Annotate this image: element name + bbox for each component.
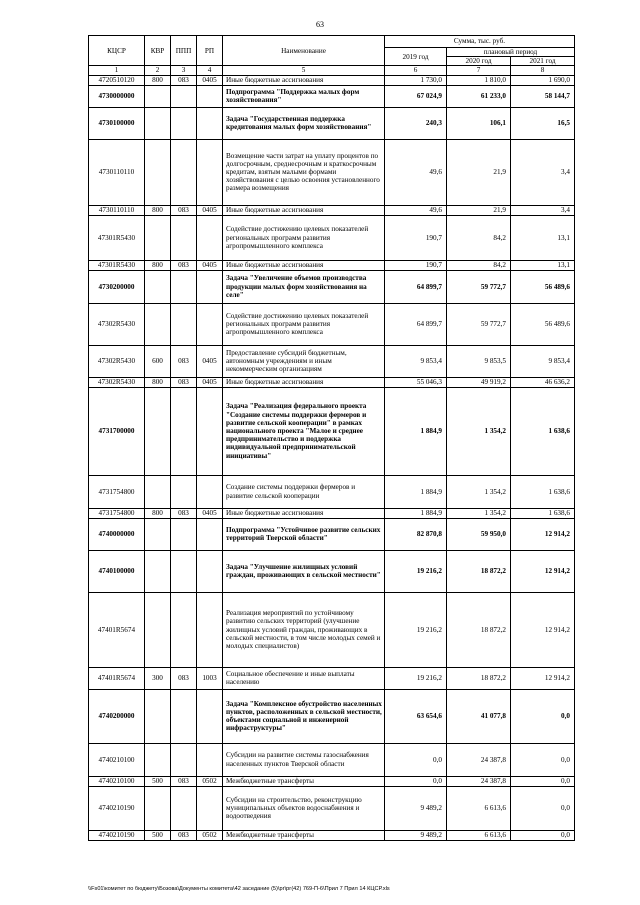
cell-2020: 1 354,2 bbox=[447, 387, 511, 475]
cell-kcsr: 4730200000 bbox=[89, 270, 145, 303]
table-row bbox=[89, 508, 575, 518]
cell-rp: 0502 bbox=[197, 776, 223, 786]
cell-rp: 0405 bbox=[197, 345, 223, 377]
cell-2020: 21,9 bbox=[447, 205, 511, 215]
cell-name: Содействие достижению целевых показателей региональных программ развития агропромышленного комплекса bbox=[223, 215, 385, 260]
cell-rp bbox=[197, 550, 223, 592]
cell-kcsr: 4730110110 bbox=[89, 139, 145, 205]
cell-2020: 1 810,0 bbox=[447, 75, 511, 85]
cell-2020: 59 950,0 bbox=[447, 518, 511, 550]
cell-kvr bbox=[145, 475, 171, 508]
cell-ppp bbox=[171, 475, 197, 508]
cell-2021: 0,0 bbox=[511, 786, 575, 830]
cell-2021: 56 489,6 bbox=[511, 303, 575, 345]
cell-2020: 84,2 bbox=[447, 215, 511, 260]
cell-kcsr: 47401R5674 bbox=[89, 592, 145, 667]
cell-kvr: 500 bbox=[145, 830, 171, 840]
cell-2019: 190,7 bbox=[385, 215, 447, 260]
cell-rp: 0502 bbox=[197, 830, 223, 840]
cell-rp: 0405 bbox=[197, 75, 223, 85]
cell-2019: 9 489,2 bbox=[385, 786, 447, 830]
cell-2019: 190,7 bbox=[385, 260, 447, 270]
page-number: 63 bbox=[316, 20, 324, 29]
cell-rp bbox=[197, 107, 223, 139]
cell-kvr: 600 bbox=[145, 345, 171, 377]
table-row bbox=[89, 387, 575, 475]
table-row bbox=[89, 667, 575, 689]
header-name: Наименование bbox=[223, 36, 385, 66]
header-num: 3 bbox=[171, 66, 197, 75]
cell-2020: 61 233,0 bbox=[447, 85, 511, 107]
cell-2019: 0,0 bbox=[385, 776, 447, 786]
cell-2019: 0,0 bbox=[385, 743, 447, 776]
cell-kcsr: 4740100000 bbox=[89, 550, 145, 592]
cell-rp bbox=[197, 743, 223, 776]
cell-2020: 24 387,8 bbox=[447, 776, 511, 786]
cell-kvr bbox=[145, 387, 171, 475]
cell-name: Иные бюджетные ассигнования bbox=[223, 377, 385, 387]
cell-kcsr: 4730000000 bbox=[89, 85, 145, 107]
cell-kvr: 800 bbox=[145, 205, 171, 215]
cell-ppp: 083 bbox=[171, 776, 197, 786]
cell-2019: 64 899,7 bbox=[385, 303, 447, 345]
budget-table bbox=[88, 35, 575, 841]
header-ppp: ППП bbox=[171, 36, 197, 66]
cell-2020: 59 772,7 bbox=[447, 270, 511, 303]
cell-2021: 0,0 bbox=[511, 776, 575, 786]
cell-rp: 0405 bbox=[197, 508, 223, 518]
table-row bbox=[89, 377, 575, 387]
cell-name: Задача "Реализация федерального проекта "Создание системы поддержки фермеров и развитие сельской кооперации" в рамках национального проекта "Малое и среднее предпринимательство и поддержка индивидуальной предпринимательской инициативы" bbox=[223, 387, 385, 475]
cell-kvr: 500 bbox=[145, 776, 171, 786]
cell-2020: 24 387,8 bbox=[447, 743, 511, 776]
table-row bbox=[89, 85, 575, 107]
cell-2021: 12 914,2 bbox=[511, 518, 575, 550]
table-row bbox=[89, 270, 575, 303]
cell-name: Субсидии на строительство, реконструкцию муниципальных объектов водоснабжения и водоотведения bbox=[223, 786, 385, 830]
cell-2019: 19 216,2 bbox=[385, 592, 447, 667]
cell-2020: 18 872,2 bbox=[447, 592, 511, 667]
cell-kcsr: 4731754800 bbox=[89, 508, 145, 518]
header-num: 5 bbox=[223, 66, 385, 75]
cell-2020: 84,2 bbox=[447, 260, 511, 270]
cell-kvr bbox=[145, 786, 171, 830]
cell-kvr: 800 bbox=[145, 75, 171, 85]
cell-name: Подпрограмма "Устойчивое развитие сельских территорий Тверской области" bbox=[223, 518, 385, 550]
cell-kcsr: 4720510120 bbox=[89, 75, 145, 85]
cell-2019: 240,3 bbox=[385, 107, 447, 139]
cell-kvr bbox=[145, 139, 171, 205]
cell-rp bbox=[197, 270, 223, 303]
cell-kvr bbox=[145, 550, 171, 592]
cell-2019: 19 216,2 bbox=[385, 667, 447, 689]
cell-rp bbox=[197, 475, 223, 508]
cell-2020: 1 354,2 bbox=[447, 508, 511, 518]
cell-2019: 64 899,7 bbox=[385, 270, 447, 303]
cell-kcsr: 47301R5430 bbox=[89, 260, 145, 270]
cell-2020: 18 872,2 bbox=[447, 550, 511, 592]
cell-name: Межбюджетные трансферты bbox=[223, 776, 385, 786]
cell-ppp bbox=[171, 518, 197, 550]
cell-2021: 12 914,2 bbox=[511, 550, 575, 592]
cell-ppp: 083 bbox=[171, 667, 197, 689]
cell-kvr: 300 bbox=[145, 667, 171, 689]
cell-2021: 0,0 bbox=[511, 689, 575, 743]
cell-kvr: 800 bbox=[145, 377, 171, 387]
cell-2021: 16,5 bbox=[511, 107, 575, 139]
cell-name: Иные бюджетные ассигнования bbox=[223, 508, 385, 518]
cell-name: Создание системы поддержки фермеров и развитие сельской кооперации bbox=[223, 475, 385, 508]
cell-ppp: 083 bbox=[171, 260, 197, 270]
header-rp: РП bbox=[197, 36, 223, 66]
cell-name: Задача "Увеличение объемов производства продукции малых форм хозяйствования на селе" bbox=[223, 270, 385, 303]
cell-2019: 49,6 bbox=[385, 139, 447, 205]
cell-name: Подпрограмма "Поддержка малых форм хозяйствования" bbox=[223, 85, 385, 107]
cell-rp: 0405 bbox=[197, 260, 223, 270]
cell-ppp bbox=[171, 215, 197, 260]
cell-2019: 1 730,0 bbox=[385, 75, 447, 85]
cell-2020: 21,9 bbox=[447, 139, 511, 205]
cell-2019: 1 884,9 bbox=[385, 387, 447, 475]
cell-kcsr: 47302R5430 bbox=[89, 303, 145, 345]
cell-kcsr: 4740210100 bbox=[89, 776, 145, 786]
cell-kcsr: 4740210190 bbox=[89, 830, 145, 840]
cell-rp bbox=[197, 592, 223, 667]
cell-ppp bbox=[171, 786, 197, 830]
table-row bbox=[89, 592, 575, 667]
table-row bbox=[89, 205, 575, 215]
cell-rp bbox=[197, 689, 223, 743]
header-planned: плановый период bbox=[447, 48, 575, 57]
cell-kvr bbox=[145, 270, 171, 303]
table-row bbox=[89, 786, 575, 830]
cell-kcsr: 47301R5430 bbox=[89, 215, 145, 260]
cell-name: Предоставление субсидий бюджетным, автономным учреждениям и иным некоммерческим организациям bbox=[223, 345, 385, 377]
table-row bbox=[89, 260, 575, 270]
cell-ppp: 083 bbox=[171, 830, 197, 840]
cell-rp bbox=[197, 139, 223, 205]
cell-kvr bbox=[145, 518, 171, 550]
cell-ppp bbox=[171, 107, 197, 139]
header-num: 6 bbox=[385, 66, 447, 75]
cell-name: Реализация мероприятий по устойчивому развитию сельских территорий (улучшение жилищных условий граждан, проживающих в сельской местности, в том числе молодых семей и молодых специалистов) bbox=[223, 592, 385, 667]
table-row bbox=[89, 689, 575, 743]
cell-ppp bbox=[171, 743, 197, 776]
cell-name: Иные бюджетные ассигнования bbox=[223, 75, 385, 85]
table-row bbox=[89, 776, 575, 786]
table-row bbox=[89, 743, 575, 776]
cell-name: Задача "Улучшение жилищных условий граждан, проживающих в сельской местности" bbox=[223, 550, 385, 592]
header-kvr: КВР bbox=[145, 36, 171, 66]
cell-rp: 0405 bbox=[197, 205, 223, 215]
cell-kvr bbox=[145, 215, 171, 260]
file-path-footer: \\Fs01\комитет по бюджету\Бозова\Документы комитета\42 заседание (5)\рг\рг(42) 769-П-6\Прил 7 Прил 14 КЦСР.xls bbox=[88, 886, 390, 892]
table-row bbox=[89, 345, 575, 377]
cell-2021: 13,1 bbox=[511, 260, 575, 270]
cell-ppp bbox=[171, 270, 197, 303]
cell-2021: 1 690,0 bbox=[511, 75, 575, 85]
header-num: 8 bbox=[511, 66, 575, 75]
cell-2019: 67 024,9 bbox=[385, 85, 447, 107]
cell-2019: 82 870,8 bbox=[385, 518, 447, 550]
cell-name: Иные бюджетные ассигнования bbox=[223, 260, 385, 270]
cell-kvr bbox=[145, 592, 171, 667]
cell-name: Социальное обеспечение и иные выплаты населению bbox=[223, 667, 385, 689]
cell-ppp bbox=[171, 387, 197, 475]
cell-ppp: 083 bbox=[171, 75, 197, 85]
cell-2019: 1 884,9 bbox=[385, 475, 447, 508]
cell-2021: 3,4 bbox=[511, 139, 575, 205]
cell-name: Субсидии на развитие системы газоснабжения населенных пунктов Тверской области bbox=[223, 743, 385, 776]
header-sum: Сумма, тыс. руб. bbox=[385, 36, 575, 48]
table-row bbox=[89, 107, 575, 139]
cell-ppp: 083 bbox=[171, 345, 197, 377]
cell-ppp bbox=[171, 303, 197, 345]
table-row bbox=[89, 215, 575, 260]
cell-2020: 41 077,8 bbox=[447, 689, 511, 743]
cell-2021: 12 914,2 bbox=[511, 592, 575, 667]
cell-2021: 1 638,6 bbox=[511, 508, 575, 518]
cell-ppp: 083 bbox=[171, 377, 197, 387]
cell-2020: 1 354,2 bbox=[447, 475, 511, 508]
cell-rp bbox=[197, 215, 223, 260]
cell-2021: 1 638,6 bbox=[511, 475, 575, 508]
cell-rp bbox=[197, 387, 223, 475]
cell-ppp bbox=[171, 85, 197, 107]
cell-2019: 9 489,2 bbox=[385, 830, 447, 840]
cell-2021: 0,0 bbox=[511, 743, 575, 776]
cell-2021: 56 489,6 bbox=[511, 270, 575, 303]
cell-kcsr: 47302R5430 bbox=[89, 377, 145, 387]
cell-name: Задача "Государственная поддержка кредитования малых форм хозяйствования" bbox=[223, 107, 385, 139]
cell-kcsr: 4730100000 bbox=[89, 107, 145, 139]
cell-rp bbox=[197, 518, 223, 550]
header-2019: 2019 год bbox=[385, 48, 447, 66]
cell-2019: 55 046,3 bbox=[385, 377, 447, 387]
cell-kvr bbox=[145, 303, 171, 345]
cell-name: Содействие достижению целевых показателей региональных программ развития агропромышленного комплекса bbox=[223, 303, 385, 345]
cell-name: Задача "Комплексное обустройство населенных пунктов, расположенных в сельской местности, объектами социальной и инженерной инфраструктуры" bbox=[223, 689, 385, 743]
cell-rp: 0405 bbox=[197, 377, 223, 387]
cell-kvr bbox=[145, 689, 171, 743]
table-row bbox=[89, 139, 575, 205]
cell-2019: 63 654,6 bbox=[385, 689, 447, 743]
header-num: 4 bbox=[197, 66, 223, 75]
cell-2021: 58 144,7 bbox=[511, 85, 575, 107]
cell-kcsr: 47302R5430 bbox=[89, 345, 145, 377]
cell-2020: 9 853,5 bbox=[447, 345, 511, 377]
cell-kcsr: 4731700000 bbox=[89, 387, 145, 475]
cell-2021: 12 914,2 bbox=[511, 667, 575, 689]
cell-2020: 106,1 bbox=[447, 107, 511, 139]
cell-ppp bbox=[171, 139, 197, 205]
cell-2020: 18 872,2 bbox=[447, 667, 511, 689]
cell-kvr bbox=[145, 107, 171, 139]
cell-kcsr: 47401R5674 bbox=[89, 667, 145, 689]
table-row bbox=[89, 550, 575, 592]
cell-kvr bbox=[145, 85, 171, 107]
cell-2020: 49 919,2 bbox=[447, 377, 511, 387]
cell-kcsr: 4740200000 bbox=[89, 689, 145, 743]
header-2021: 2021 год bbox=[511, 57, 575, 66]
cell-name: Возмещение части затрат на уплату процентов по долгосрочным, среднесрочным и краткосрочным кредитам, взятым малыми формами хозяйствования с целью освоения установленного размера возмещения bbox=[223, 139, 385, 205]
cell-ppp: 083 bbox=[171, 205, 197, 215]
cell-2019: 1 884,9 bbox=[385, 508, 447, 518]
header-2020: 2020 год bbox=[447, 57, 511, 66]
cell-ppp bbox=[171, 689, 197, 743]
cell-rp bbox=[197, 85, 223, 107]
cell-kvr: 800 bbox=[145, 508, 171, 518]
cell-2020: 59 772,7 bbox=[447, 303, 511, 345]
cell-2020: 6 613,6 bbox=[447, 786, 511, 830]
cell-2019: 19 216,2 bbox=[385, 550, 447, 592]
cell-kcsr: 4740210100 bbox=[89, 743, 145, 776]
cell-2021: 0,0 bbox=[511, 830, 575, 840]
cell-2021: 1 638,6 bbox=[511, 387, 575, 475]
cell-kcsr: 4740000000 bbox=[89, 518, 145, 550]
header-num: 1 bbox=[89, 66, 145, 75]
table-row bbox=[89, 303, 575, 345]
table-row bbox=[89, 518, 575, 550]
cell-kcsr: 4740210190 bbox=[89, 786, 145, 830]
header-numbers-row bbox=[89, 66, 575, 75]
cell-rp bbox=[197, 303, 223, 345]
table-row bbox=[89, 475, 575, 508]
cell-ppp bbox=[171, 550, 197, 592]
cell-2020: 6 613,6 bbox=[447, 830, 511, 840]
cell-ppp bbox=[171, 592, 197, 667]
cell-name: Межбюджетные трансферты bbox=[223, 830, 385, 840]
cell-2021: 13,1 bbox=[511, 215, 575, 260]
cell-2021: 46 636,2 bbox=[511, 377, 575, 387]
header-num: 2 bbox=[145, 66, 171, 75]
cell-name: Иные бюджетные ассигнования bbox=[223, 205, 385, 215]
cell-rp: 1003 bbox=[197, 667, 223, 689]
table-row bbox=[89, 830, 575, 840]
cell-kvr: 800 bbox=[145, 260, 171, 270]
cell-kvr bbox=[145, 743, 171, 776]
cell-2021: 9 853,4 bbox=[511, 345, 575, 377]
cell-kcsr: 4731754800 bbox=[89, 475, 145, 508]
header-num: 7 bbox=[447, 66, 511, 75]
header-kcsr: КЦСР bbox=[89, 36, 145, 66]
cell-kcsr: 4730110110 bbox=[89, 205, 145, 215]
cell-ppp: 083 bbox=[171, 508, 197, 518]
cell-rp bbox=[197, 786, 223, 830]
table-row bbox=[89, 75, 575, 85]
cell-2019: 49,6 bbox=[385, 205, 447, 215]
cell-2019: 9 853,4 bbox=[385, 345, 447, 377]
cell-2021: 3,4 bbox=[511, 205, 575, 215]
